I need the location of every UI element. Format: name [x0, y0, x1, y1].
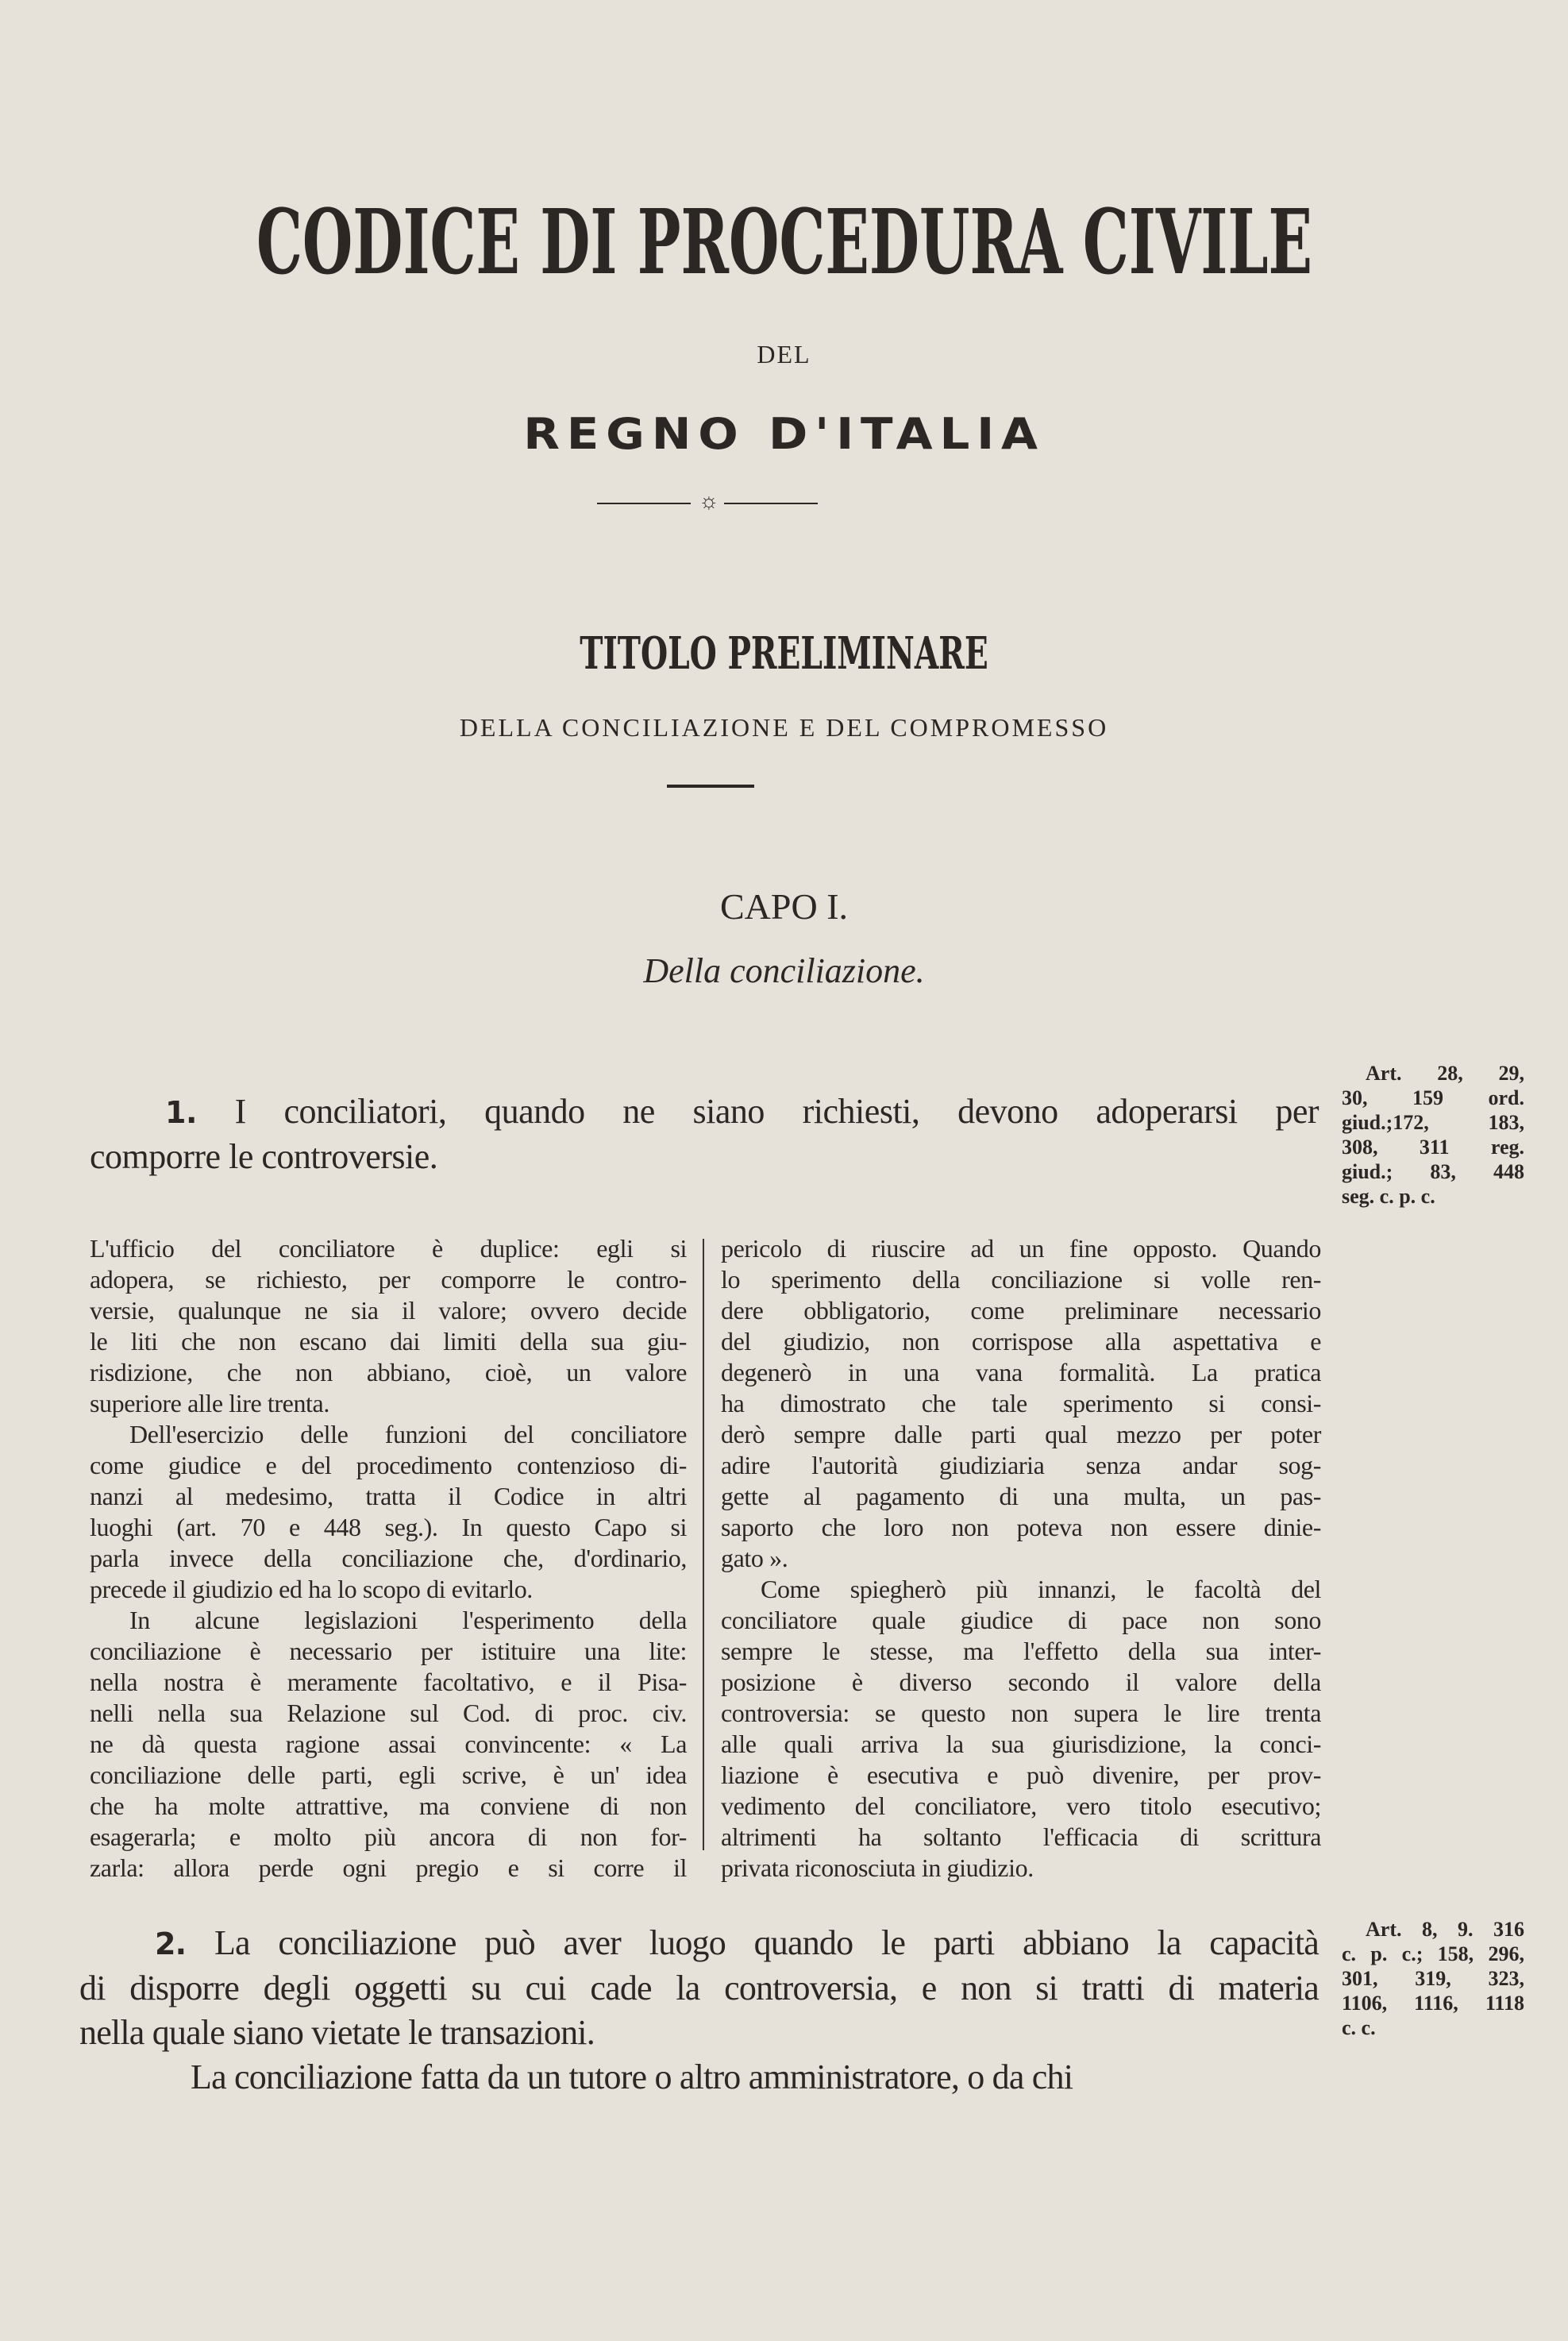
article-number: 2.	[155, 1926, 187, 1961]
text-line: zarla: allora perde ogni pregio e si corre il	[90, 1853, 687, 1882]
text-line: nella nostra è meramente facoltativo, e il Pisa-	[90, 1668, 687, 1696]
article-line: 1. I conciliatori, quando ne siano richiesti, devono adoperarsi per	[165, 1092, 1319, 1131]
text-line: conciliatore quale giudice di pace non sono	[721, 1606, 1321, 1634]
text-line: ne dà questa ragione assai convincente: « La	[90, 1730, 687, 1758]
margin-note-1	[1342, 1061, 1524, 1209]
text-line: alle quali arriva la sua giurisdizione, la conci-	[721, 1730, 1321, 1758]
text-line: privata riconosciuta in giudizio.	[721, 1853, 1034, 1882]
text-line: 1106, 1116, 1118	[1342, 1992, 1524, 2015]
text-line: posizione è diverso secondo il valore della	[721, 1668, 1321, 1696]
text-line: nelli nella sua Relazione sul Cod. di proc. civ.	[90, 1699, 687, 1727]
text-line: 308, 311 reg.	[1342, 1136, 1524, 1159]
text-line: altrimenti ha soltanto l'efficacia di scrittura	[721, 1822, 1321, 1851]
text-line: dere obbligatorio, come preliminare necessario	[721, 1296, 1321, 1325]
text-line: ha dimostrato che tale sperimento si consi-	[721, 1389, 1321, 1417]
text-line: vedimento del conciliatore, vero titolo esecutivo;	[721, 1791, 1321, 1820]
text-line: lo sperimento della conciliazione si volle ren-	[721, 1265, 1321, 1294]
del-label: DEL	[757, 340, 811, 368]
titolo-heading: TITOLO PRELIMINARE	[580, 627, 988, 680]
text-line: controversia: se questo non supera le lire trenta	[721, 1699, 1321, 1727]
article-line: nella quale siano vietate le transazioni.	[79, 2013, 595, 2052]
article-line: La conciliazione fatta da un tutore o altro amministratore, o da chi	[191, 2058, 1073, 2096]
star-ornament-icon: ☼	[699, 489, 719, 514]
article-line: di disporre degli oggetti su cui cade la controversia, e non si tratti di materia	[79, 1969, 1319, 2007]
text-line: conciliazione è necessario per istituire una lite:	[90, 1637, 687, 1665]
article-line: comporre le controversie.	[90, 1137, 438, 1176]
text-line: risdizione, che non abbiano, cioè, un valore	[90, 1358, 687, 1386]
text-line: parla invece della conciliazione che, d'ordinario,	[90, 1544, 687, 1572]
kingdom-title: REGNO D'ITALIA	[523, 409, 1045, 459]
article-1	[90, 1090, 1319, 1179]
text-line: gato ».	[721, 1544, 788, 1572]
text-line: c. p. c.; 158, 296,	[1342, 1942, 1524, 1965]
text-line: gette al pagamento di una multa, un pas-	[721, 1482, 1321, 1510]
capo-subtitle: Della conciliazione.	[643, 951, 925, 990]
code-title: CODICE DI PROCEDURA CIVILE	[256, 191, 1312, 295]
text-line: 30, 159 ord.	[1342, 1086, 1524, 1109]
article-number: 1.	[165, 1095, 197, 1130]
commentary-left-column	[90, 1233, 687, 1884]
text-line: Come spiegherò più innanzi, le facoltà del	[761, 1575, 1321, 1603]
text-line: pericolo di riuscire ad un fine opposto. Quando	[721, 1234, 1321, 1263]
text-line: precede il giudizio ed ha lo scopo di evitarlo.	[90, 1575, 533, 1603]
text-line: nanzi al medesimo, tratta il Codice in altri	[90, 1482, 687, 1510]
text-line: derò sempre dalle parti qual mezzo per poter	[721, 1420, 1321, 1448]
article-line: 2. La conciliazione può aver luogo quando le parti abbiano la capacità	[155, 1923, 1319, 1962]
text-line: c. c.	[1342, 2016, 1376, 2039]
text-line: Art. 8, 9. 316	[1366, 1918, 1524, 1941]
text-line: del giudizio, non corrispose alla aspettativa e	[721, 1327, 1321, 1356]
text-line: giud.;172, 183,	[1342, 1111, 1524, 1134]
text-line: Art. 28, 29,	[1366, 1062, 1524, 1085]
article-2	[79, 1921, 1319, 2100]
section-rule	[667, 785, 754, 788]
text-line: come giudice e del procedimento contenzioso di-	[90, 1451, 687, 1479]
column-divider	[703, 1239, 704, 1850]
text-line: 301, 319, 323,	[1342, 1967, 1524, 1990]
text-line: superiore alle lire trenta.	[90, 1389, 329, 1417]
text-line: Dell'esercizio delle funzioni del conciliatore	[129, 1420, 687, 1448]
text-line: liazione è esecutiva e può divenire, per prov-	[721, 1761, 1321, 1789]
text-line: versie, qualunque ne sia il valore; ovvero decide	[90, 1296, 687, 1325]
text-line: In alcune legislazioni l'esperimento della	[129, 1606, 687, 1634]
text-line: giud.; 83, 448	[1342, 1160, 1524, 1183]
text-line: adopera, se richiesto, per comporre le contro-	[90, 1265, 687, 1294]
text-line: degenerò in una vana formalità. La pratica	[721, 1358, 1321, 1386]
text-line: che ha molte attrattive, ma conviene di non	[90, 1791, 687, 1820]
text-line: luoghi (art. 70 e 448 seg.). In questo Capo si	[90, 1513, 687, 1541]
titolo-subtitle: DELLA CONCILIAZIONE E DEL COMPROMESSO	[459, 713, 1109, 742]
text-line: esagerarla; e molto più ancora di non for-	[90, 1822, 687, 1851]
text-line: sempre le stesse, ma l'effetto della sua inter-	[721, 1637, 1321, 1665]
commentary-right-column	[721, 1233, 1321, 1884]
ornament-divider	[597, 489, 818, 514]
text-line: saporto che loro non poteva non essere dinie-	[721, 1513, 1321, 1541]
text-line: le liti che non escano dai limiti della sua giu-	[90, 1327, 687, 1356]
text-line: L'ufficio del conciliatore è duplice: egli si	[90, 1234, 687, 1263]
text-line: seg. c. p. c.	[1342, 1185, 1435, 1208]
text-line: adire l'autorità giudiziaria senza andar sog-	[721, 1451, 1321, 1479]
margin-note-2	[1342, 1917, 1524, 2040]
text-line: conciliazione delle parti, egli scrive, è un' idea	[90, 1761, 687, 1789]
capo-heading: CAPO I.	[719, 886, 849, 927]
